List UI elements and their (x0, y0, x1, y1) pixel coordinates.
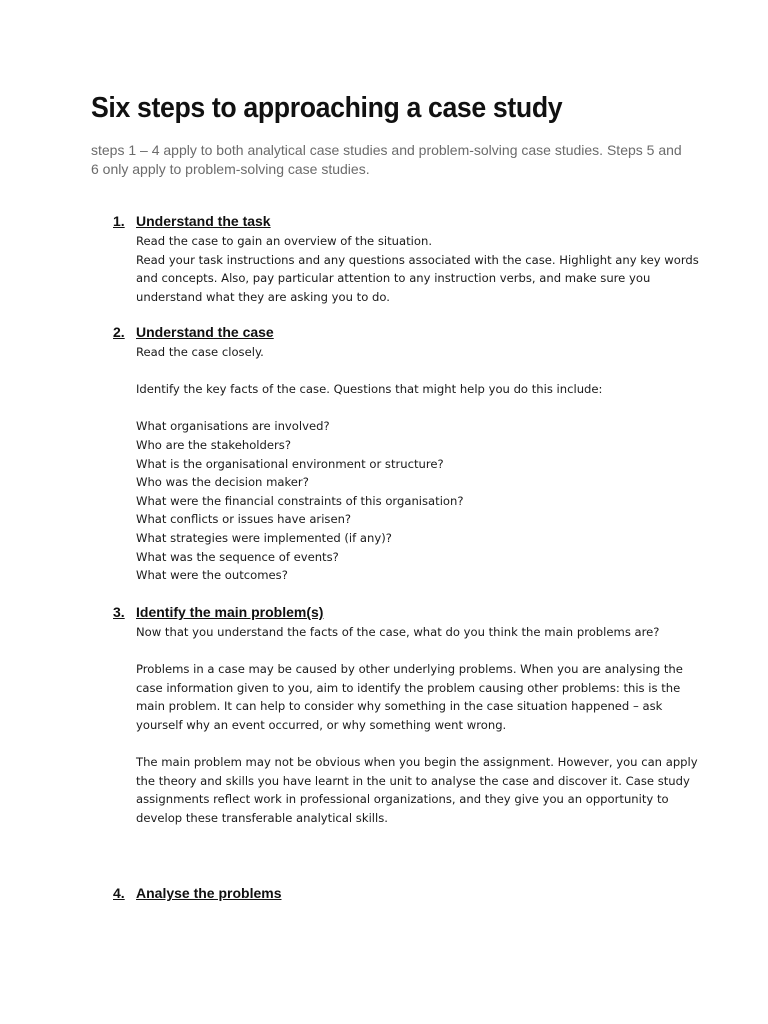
question-item: What were the outcomes? (136, 568, 288, 583)
question-item: Who was the decision maker? (136, 475, 309, 490)
body-line: the theory and skills you have learnt in the unit to analyse the case and discover it. Case study (136, 773, 690, 788)
question-item: What were the financial constraints of this organisation? (136, 493, 464, 508)
step-title: Understand the case (136, 324, 274, 340)
step-number: 3. (113, 604, 125, 620)
body-line: case information given to you, aim to identify the problem causing other problems: this is the (136, 680, 681, 695)
step-title: Identify the main problem(s) (136, 604, 324, 620)
question-item: What strategies were implemented (if any)? (136, 530, 392, 545)
intro-line-2: 6 only apply to problem-solving case studies. (91, 160, 370, 177)
body-line: develop these transferable analytical skills. (136, 810, 388, 825)
body-line: main problem. It can help to consider why something in the case situation happened – ask (136, 699, 663, 714)
step-title: Understand the task (136, 213, 271, 229)
question-item: What was the sequence of events? (136, 549, 339, 564)
body-line: Now that you understand the facts of the case, what do you think the main problems are? (136, 625, 660, 639)
step-body (136, 623, 696, 828)
intro-line-1: steps 1 – 4 apply to both analytical case studies and problem-solving case studies. Steps 5 and (91, 142, 682, 158)
question-item: What conflicts or issues have arisen? (136, 512, 352, 527)
question-item: Who are the stakeholders? (136, 437, 291, 452)
paragraph-gap (136, 735, 696, 754)
body-line: Read the case to gain an overview of the situation. (136, 234, 433, 248)
body-line: Read your task instructions and any questions associated with the case. Highlight any key words (136, 252, 699, 267)
question-item: What organisations are involved? (136, 419, 330, 434)
body-line: and concepts. Also, pay particular attention to any instruction verbs, and make sure you (136, 271, 651, 286)
body-line: Identify the key facts of the case. Questions that might help you do this include: (136, 382, 603, 397)
body-line: assignments reflect work in professional organizations, and they give you an opportunity to (136, 792, 669, 807)
step-title: Analyse the problems (136, 885, 282, 901)
question-item: What is the organisational environment or structure? (136, 456, 444, 471)
page-title: Six steps to approaching a case study (91, 92, 563, 124)
body-line: yourself why an event occurred, or why something went wrong. (136, 717, 507, 732)
step-number: 1. (113, 213, 125, 229)
step-body (136, 343, 696, 585)
paragraph-gap (136, 362, 696, 381)
step-number: 4. (113, 885, 125, 901)
body-line: Read the case closely. (136, 345, 264, 359)
body-line: Problems in a case may be caused by other underlying problems. When you are analysing the (136, 662, 683, 677)
paragraph-gap (136, 642, 696, 661)
intro-paragraph (91, 141, 691, 178)
body-line: The main problem may not be obvious when you begin the assignment. However, you can apply (136, 755, 698, 770)
body-line: understand what they are asking you to do. (136, 289, 390, 304)
step-number: 2. (113, 324, 125, 340)
paragraph-gap (136, 399, 696, 418)
step-body (136, 232, 699, 306)
